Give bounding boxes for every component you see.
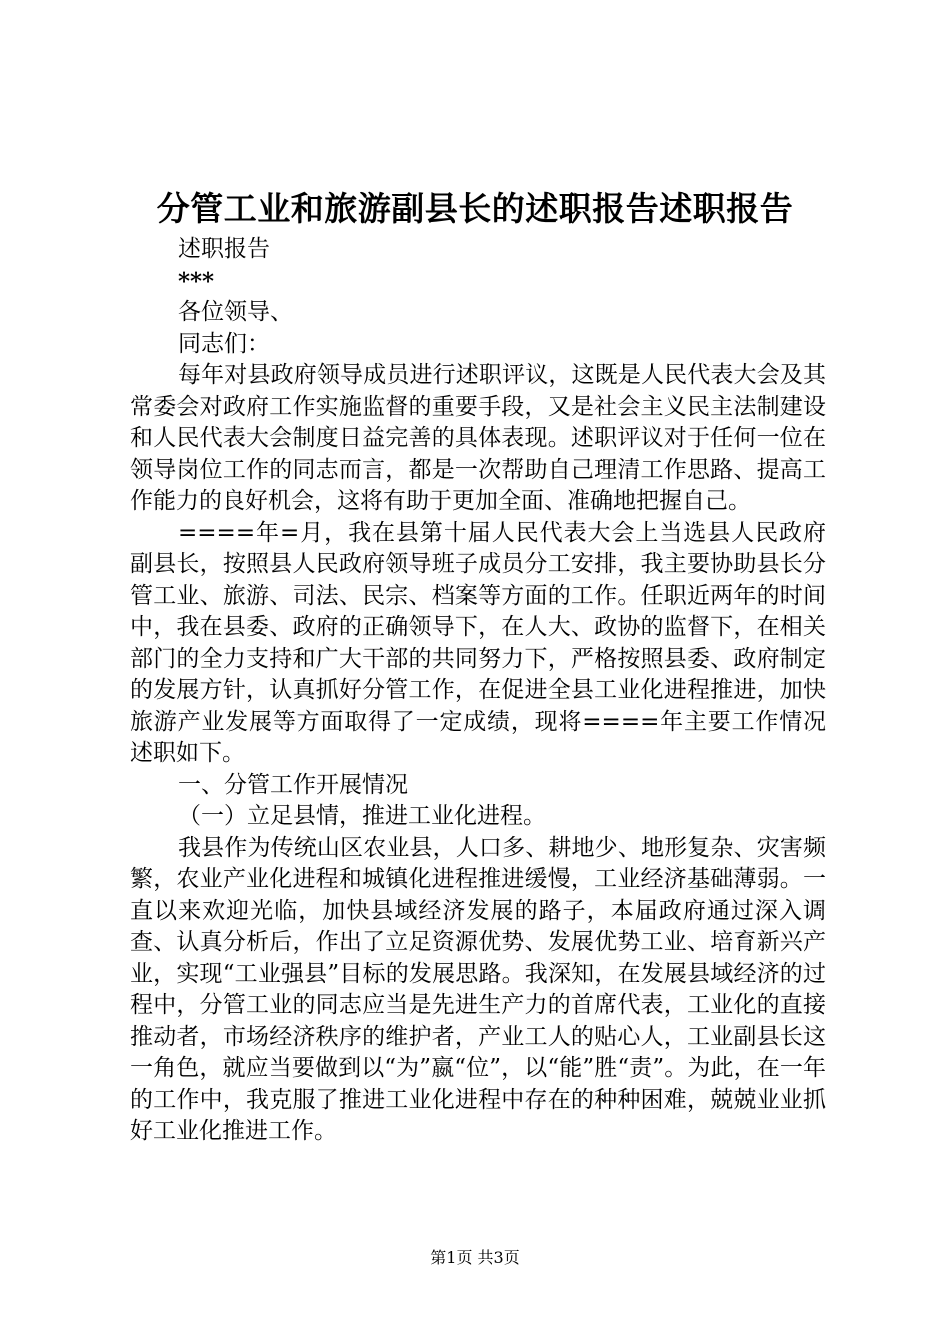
paragraph-3-text: 我县作为传统山区农业县，人口多、耕地少、地形复杂、灾害频繁，农业产业化进程和城镇化进程推进缓慢，工业经济基础薄弱。一直以来欢迎光临，加快县域经济发展的路子，本届政府通过深入调查、认真分析后，作出了立足资源优势、发展优势工业、培育新兴产业，实现“工业强县”目标的发展思路。我深知，在发展县域经济的过程中，分管工业的同志应当是先进生产力的首席代表，工业化的直接推动者，市场经济秩序的维护者，产业工人的贴心人，工业副县长这一角色，就应当要做到以“为”嬴“位”，以“能”胜“责”。为此，在一年的工作中，我克服了推进工业化进程中存在的种种困难，兢兢业业抓好工业化推进工作。 (130, 834, 826, 1144)
paragraph-2 (130, 518, 826, 770)
paragraph-3 (130, 833, 826, 1148)
paragraph-2-text: ====年=月，我在县第十届人民代表大会上当选县人民政府副县长，按照县人民政府领导班子成员分工安排，我主要协助县长分管工业、旅游、司法、民宗、档案等方面的工作。任职近两年的时间中，我在县委、政府的正确领导下，在人大、政协的监督下，在相关部门的全力支持和广大干部的共同努力下，严格按照县委、政府制定的发展方针，认真抓好分管工作，在促进全县工业化进程推进，加快旅游产业发展等方面取得了一定成绩，现将====年主要工作情况述职如下。 (130, 519, 826, 766)
subsection-heading: （一）立足县情，推进工业化进程。 (178, 803, 546, 829)
salutation-2: 同志们： (178, 330, 270, 357)
document-body (130, 234, 826, 1148)
section-heading: 一、分管工作开展情况 (178, 771, 408, 798)
subtitle: 述职报告 (178, 236, 270, 262)
paragraph-1 (130, 360, 826, 518)
document-title: 分管工业和旅游副县长的述职报告述职报告 (156, 189, 794, 228)
author: *** (178, 267, 215, 295)
paragraph-1-text: 每年对县政府领导成员进行述职评议，这既是人民代表大会及其常委会对政府工作实施监督的重要手段，又是社会主义民主法制建设和人民代表大会制度日益完善的具体表现。述职评议对于任何一位在领导岗位工作的同志而言，都是一次帮助自己理清工作思路、提高工作能力的良好机会，这将有助于更加全面、准确地把握自己。 (130, 362, 826, 514)
page-footer: 第1页 共3页 (430, 1248, 520, 1267)
salutation-1: 各位领导、 (178, 299, 293, 325)
